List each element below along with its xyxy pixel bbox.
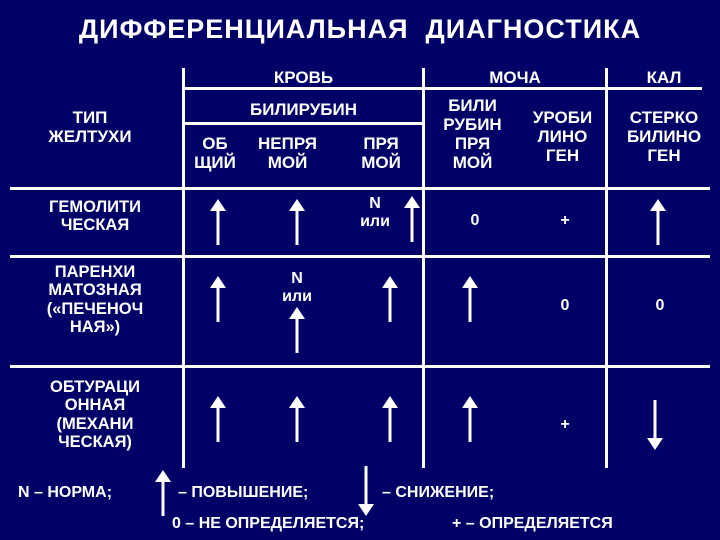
row-label-hemolytic: ГЕМОЛИТИ ЧЕСКАЯ [49, 198, 141, 235]
arrow-up-icon [155, 470, 171, 516]
arrow-up-icon [289, 396, 305, 442]
row3-urobilinogen-cell: + [560, 416, 570, 433]
row1-urobilinogen-cell: + [560, 212, 570, 229]
arrow-up-icon [382, 276, 398, 322]
row1-direct-cell: N или [360, 195, 390, 230]
row-label-obstructive: ОБТУРАЦИ ОННАЯ (МЕХАНИ ЧЕСКАЯ) [49, 378, 140, 452]
bilirubin-header: БИЛИРУБИН [250, 100, 357, 119]
row-label-parenchymal: ПАРЕНХИ МАТОЗНАЯ («ПЕЧЕНОЧ НАЯ») [46, 263, 144, 337]
row2-urobilinogen-cell: 0 [560, 297, 570, 314]
arrow-up-icon [462, 396, 478, 442]
col-divider-1 [182, 68, 185, 468]
stercobilinogen-header: СТЕРКО БИЛИНО ГЕН [626, 108, 702, 166]
total-bilirubin-header: ОБ ЩИЙ [194, 134, 236, 173]
header-top-divider [182, 87, 702, 90]
row2-stercobilinogen-cell: 0 [655, 297, 665, 314]
arrow-up-icon [650, 199, 666, 245]
arrow-up-icon [462, 276, 478, 322]
urobilinogen-header: УРОБИ ЛИНО ГЕН [532, 108, 593, 166]
arrow-up-icon [210, 396, 226, 442]
arrow-down-icon [358, 466, 374, 516]
legend-increase: – ПОВЫШЕНИЕ; [178, 484, 309, 501]
row2-indirect-cell: N или [282, 270, 312, 305]
arrow-down-icon [647, 400, 663, 450]
bilirubin-divider [182, 122, 422, 125]
feces-header: КАЛ [646, 68, 682, 87]
arrow-up-icon [210, 199, 226, 245]
blood-header: КРОВЬ [273, 68, 334, 87]
arrow-up-icon [289, 307, 305, 353]
arrow-up-icon [289, 199, 305, 245]
urine-header: МОЧА [489, 68, 541, 87]
direct-bilirubin-header: ПРЯ МОЙ [361, 134, 401, 173]
legend-detected: + – ОПРЕДЕЛЯЕТСЯ [452, 515, 613, 532]
page-title: ДИФФЕРЕНЦИАЛЬНАЯ ДИАГНОСТИКА [78, 14, 642, 44]
arrow-up-icon [210, 276, 226, 322]
indirect-bilirubin-header: НЕПРЯ МОЙ [258, 134, 317, 173]
legend-norm: N – НОРМА; [18, 484, 113, 501]
arrow-up-icon [382, 396, 398, 442]
legend-not-detected: 0 – НЕ ОПРЕДЕЛЯЕТСЯ; [172, 515, 365, 532]
arrow-up-icon [404, 196, 420, 242]
legend-decrease: – СНИЖЕНИЕ; [382, 484, 495, 501]
jaundice-type-header: ТИП ЖЕЛТУХИ [48, 108, 132, 147]
urine-bilirubin-header: БИЛИ РУБИН ПРЯ МОЙ [443, 96, 502, 173]
row1-urine-bilirubin-cell: 0 [470, 212, 480, 229]
